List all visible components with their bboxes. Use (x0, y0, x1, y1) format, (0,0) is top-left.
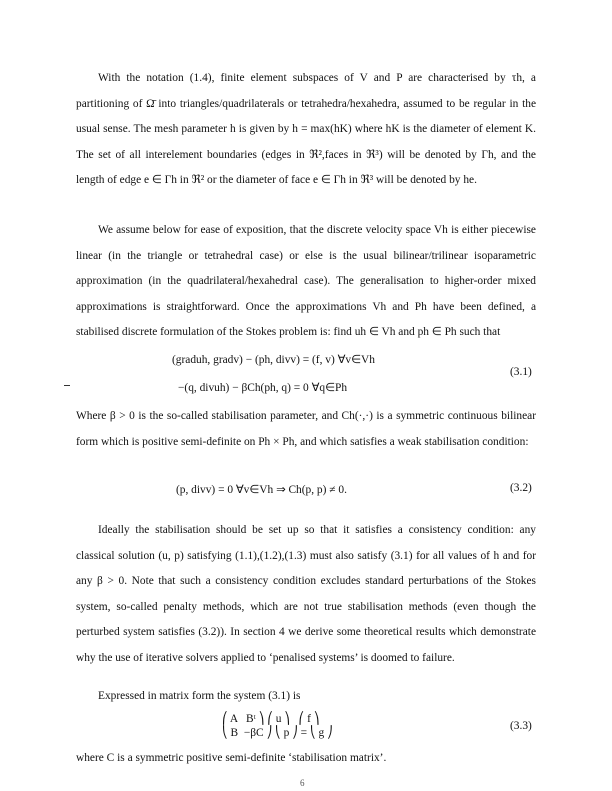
equation-3-2-body: (p, divv) = 0 ∀v∈Vh ⇒ Ch(p, p) ≠ 0. (176, 484, 347, 496)
paragraph-3-text: Where β > 0 is the so-called stabilisation parameter, and Ch(·,·) is a symmetric continuous bilinear form which is positive semi-definite on Ph × Ph, and which satisfies a weak stabilisation condition: (76, 410, 536, 448)
equation-3-1-line-1: (graduh, gradv) − (ph, divv) = (f, v) ∀v∈Vh (172, 354, 375, 366)
paragraph-2-text: We assume below for ease of exposition, that the discrete velocity space Vh is either piecewise linear (in the triangle or tetrahedral case) or else is the usual bilinear/trilinear isoparametric approximation (in the quadrilateral/hexahedral case). The generalisation to higher-order mixed approximations is straightforward. Once the approximations Vh and Ph have been defined, a stabilised discrete formulation of the Stokes problem is: find uh ∈ Vh and ph ∈ Ph such that (76, 224, 536, 339)
paragraph-stabilisation-matrix (76, 746, 536, 772)
paragraph-matrix-form (76, 684, 536, 710)
paragraph-mesh (76, 66, 536, 194)
equation-3-3-number: (3.3) (510, 720, 532, 732)
paragraph-6-text: where C is a symmetric positive semi-definite ‘stabilisation matrix’. (76, 752, 387, 764)
paragraph-consistency (76, 518, 536, 672)
equation-3-1-line-2: −(q, divuh) − βCh(ph, q) = 0 ∀q∈Ph (178, 382, 348, 394)
paragraph-formulation (76, 218, 536, 346)
equation-3-1-number: (3.1) (510, 366, 532, 378)
paragraph-4-text: Ideally the stabilisation should be set up so that it satisfies a consistency condition: any classical solution (u, p) satisfying (1.1),(1.2),(1.3) must also satisfy (3.1) for all values of h and for any β > 0. Note that such a consistency condition excludes standard perturbations of the Stokes system, so-called penalty methods, which are not true stabilisation methods (even though the perturbed system satisfies (3.2)). In section 4 we derive some theoretical results which demonstrate why the use of iterative solvers applied to ‘penalised systems’ is doomed to failure. (76, 524, 536, 664)
equation-3-3-body: ⎛ A Bᵗ ⎞ ⎛ u ⎞ ⎛ f ⎞ ⎝ B −βC ⎠ ⎝ p ⎠ = ⎝ g ⎠ (222, 713, 333, 739)
paragraph-1-text: With the notation (1.4), finite element subspaces of V and P are characterised by τh, a partitioning of Ω̄ into triangles/quadrilaterals or tetrahedra/hexahedra, assumed to be regular in the usual sense. The mesh parameter h is given by h = max(hK) where hK is the diameter of element K. The set of all interelement boundaries (edges in ℜ²,faces in ℜ³) will be denoted by Γh, and the length of edge e ∈ Γh in ℜ² or the diameter of face e ∈ Γh in ℜ³ will be denoted by he. (76, 72, 536, 187)
page-number: 6 (300, 778, 305, 788)
margin-mark (64, 385, 70, 386)
equation-3-2-number: (3.2) (510, 482, 532, 494)
paragraph-5-text: Expressed in matrix form the system (3.1) is (98, 690, 301, 702)
paragraph-stabilisation-parameter (76, 404, 536, 455)
